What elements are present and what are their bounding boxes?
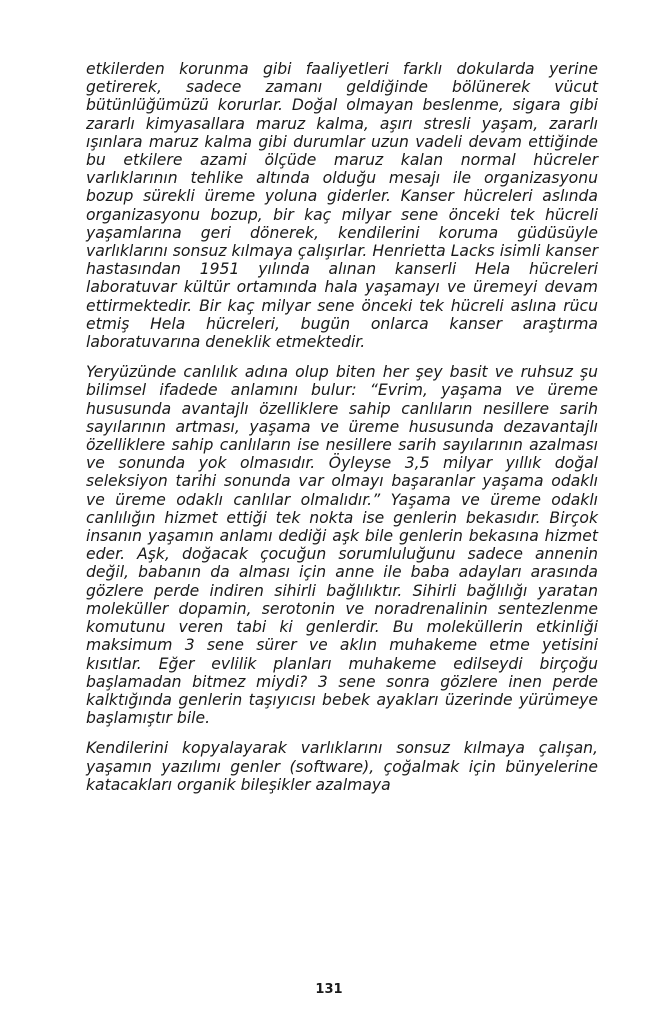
paragraph-1: etkilerden korunma gibi faaliyetleri farklı dokularda yerine getirerek, sadece zamanı geldiğinde bölünerek vücut bütünlüğümüzü korurlar. Doğal olmayan beslenme, sigara gibi zararlı kimyasallara maruz kalma, aşırı stresli yaşam, zararlı ışınlara maruz kalma gibi durumlar uzun vadeli devam ettiğinde bu etkilere azami ölçüde maruz kalan normal hücreler varlıklarının tehlike altında olduğu mesajı ile organizasyonu bozup sürekli üreme yoluna giderler. Kanser hücreleri aslında organizasyonu bozup, bir kaç milyar sene önceki tek hücreli yaşamlarına geri dönerek, kendilerini koruma güdüsüyle varlıklarını sonsuz kılmaya çalışırlar. Henrietta Lacks isimli kanser hastasından 1951 yılında alınan kanserli Hela hücreleri laboratuvar kültür ortamında hala yaşamayı ve üremeyi devam ettirmektedir. Bir kaç milyar sene önceki tek hücreli aslına rücu etmiş Hela hücreleri, bugün onlarca kanser araştırma laboratuvarına deneklik etmektedir. [86, 60, 598, 352]
paragraph-3: Kendilerini kopyalayarak varlıklarını sonsuz kılmaya çalışan, yaşamın yazılımı genler (software), çoğalmak için bünyelerine katacakları organik bileşikler azalmaya [86, 739, 598, 794]
page-number: 131 [315, 982, 343, 997]
paragraph-2: Yeryüzünde canlılık adına olup biten her şey basit ve ruhsuz şu bilimsel ifadede anlamını bulur: “Evrim, yaşama ve üreme hususunda avantajlı özelliklere sahip canlıların nesillere sarih sayılarının artması, yaşama ve üreme hususunda dezavantajlı özelliklere sahip canlıların ise nesillere sarih sayılarının azalması ve sonunda yok olmasıdır. Öyleyse 3,5 milyar yıllık doğal seleksiyon tarihi sonunda var olmayı başaranlar yaşama odaklı ve üreme odaklı canlılar olmalıdır.” Yaşama ve üreme odaklı canlılığın hizmet ettiği tek nokta ise genlerin bekasıdır. Birçok insanın yaşamın anlamı dediği aşk bile genlerin bekasına hizmet eder. Aşk, doğacak çocuğun sorumluluğunu sadece annenin değil, babanın da alması için anne ile baba adayları arasında gözlere perde indiren sihirli bağlılıktır. Sihirli bağlılığı yaratan moleküller dopamin, serotonin ve noradrenalinin sentezlenme komutunu veren tabi ki genlerdir. Bu moleküllerin etkinliği maksimum 3 sene sürer ve aklın muhakeme etme yetisini kısıtlar. Eğer evlilik planları muhakeme edilseydi birçoğu başlamadan bitmez miydi? 3 sene sonra gözlere inen perde kalktığında genlerin taşıyıcısı bebek ayakları üzerinde yürümeye başlamıştır bile. [86, 363, 598, 728]
body-text [86, 60, 598, 806]
